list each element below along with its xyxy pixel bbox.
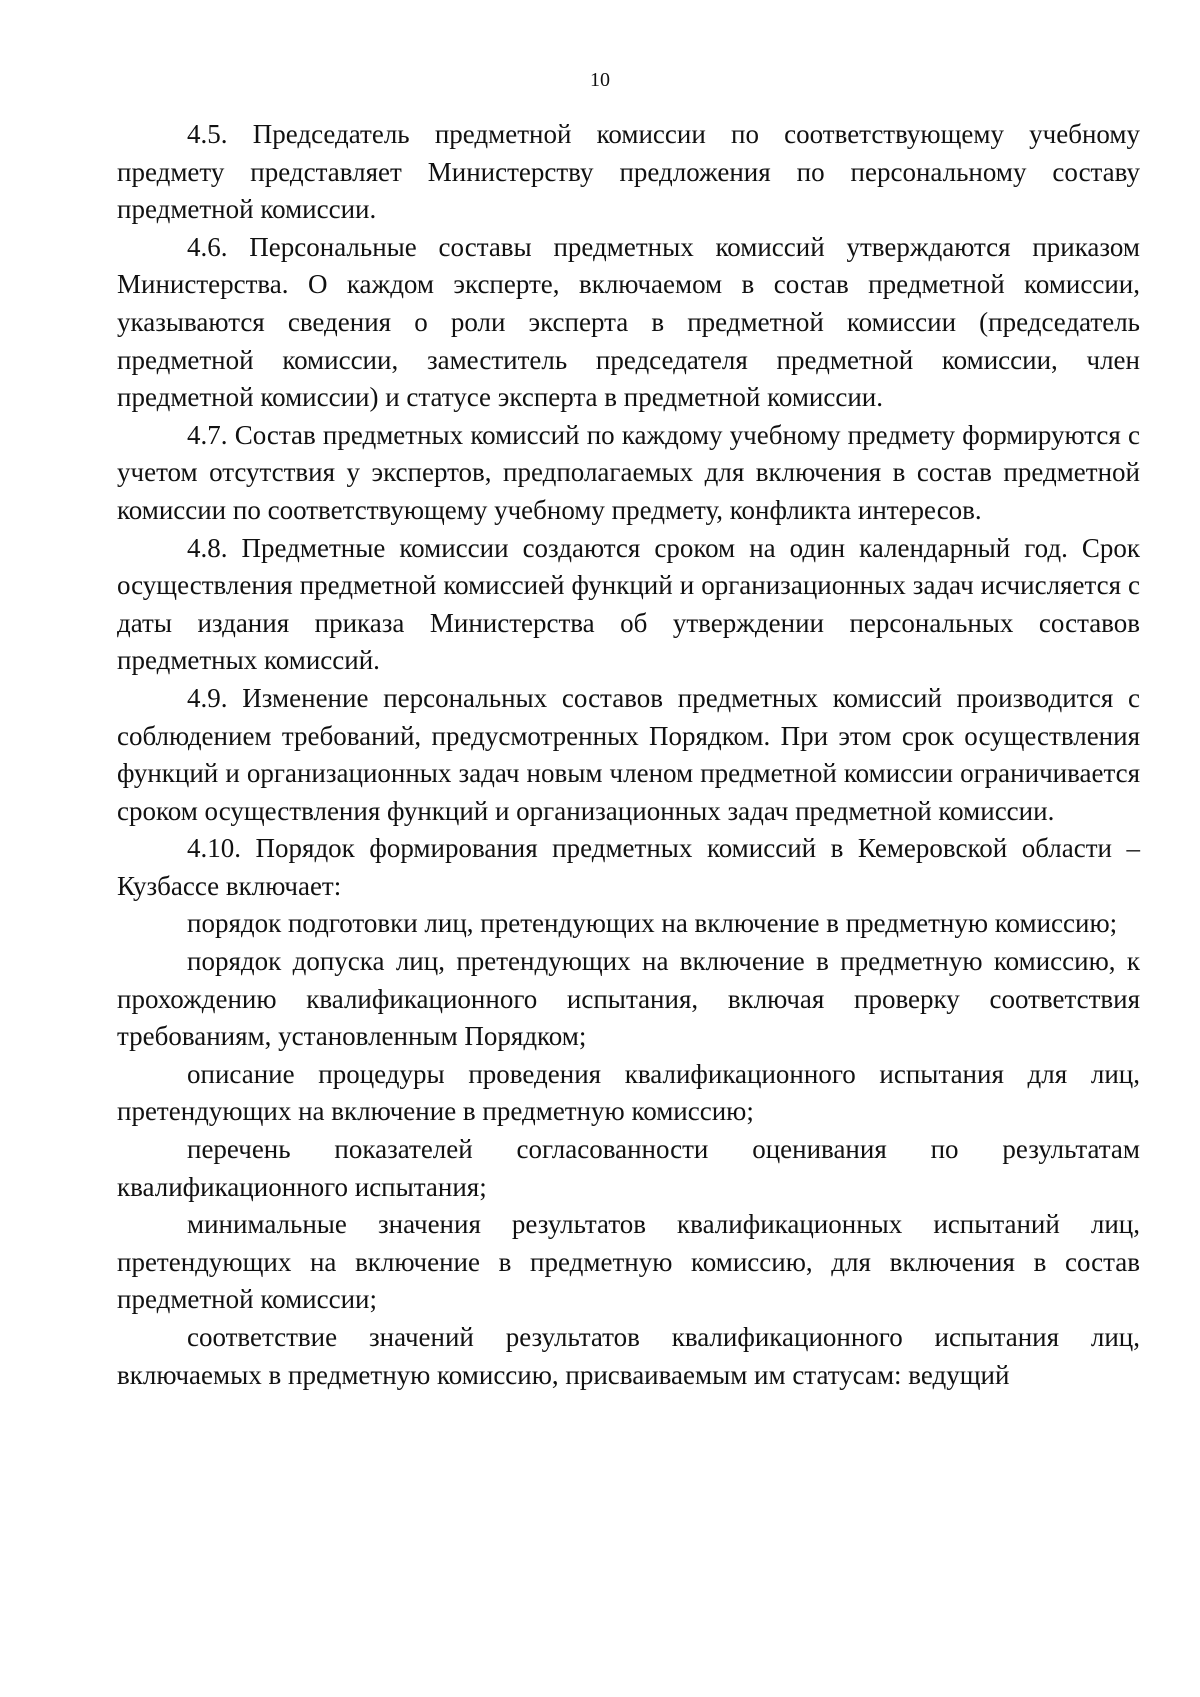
list-item-admission: порядок допуска лиц, претендующих на включение в предметную комиссию, к прохождению квалификационного испытания, включая проверку соответствия требованиям, установленным Порядком; bbox=[117, 946, 1140, 1052]
paragraph-4-8: 4.8. Предметные комиссии создаются сроком на один календарный год. Срок осуществления предметной комиссией функций и организационных задач исчисляется с даты издания приказа Министерства об утверждении персональных составов предметных комиссий. bbox=[117, 532, 1140, 676]
paragraph-4-6: 4.6. Персональные составы предметных комиссий утверждаются приказом Министерства. О каждом эксперте, включаемом в состав предметной комиссии, указываются сведения о роли эксперта в предметной комиссии (председатель предметной комиссии, заместитель председателя предметной комиссии, член предметной комиссии) и статусе эксперта в предметной комиссии. bbox=[117, 231, 1140, 413]
paragraph-4-10: 4.10. Порядок формирования предметных комиссий в Кемеровской области – Кузбассе включает: bbox=[117, 833, 1140, 901]
paragraph-4-9: 4.9. Изменение персональных составов предметных комиссий производится с соблюдением требований, предусмотренных Порядком. При этом срок осуществления функций и организационных задач новым членом предметной комиссии ограничивается сроком осуществления функций и организационных задач предметной комиссии. bbox=[117, 682, 1140, 826]
page-number: 10 bbox=[590, 69, 610, 91]
paragraph-4-5: 4.5. Председатель предметной комиссии по соответствующему учебному предмету представляет Министерству предложения по персональному составу предметной комиссии. bbox=[117, 119, 1140, 225]
list-item-statuses: соответствие значений результатов квалификационного испытания лиц, включаемых в предметную комиссию, присваиваемым им статусам: ведущий bbox=[117, 1322, 1140, 1390]
list-item-procedure: описание процедуры проведения квалификационного испытания для лиц, претендующих на включение в предметную комиссию; bbox=[117, 1058, 1140, 1127]
list-item-indicators: перечень показателей согласованности оценивания по результатам квалификационного испытания; bbox=[117, 1134, 1140, 1202]
paragraph-4-7: 4.7. Состав предметных комиссий по каждому учебному предмету формируются с учетом отсутствия у экспертов, предполагаемых для включения в состав предметной комиссии по соответствующему учебному предмету, конфликта интересов. bbox=[117, 419, 1140, 525]
document-body bbox=[117, 116, 1140, 1394]
list-item-training: порядок подготовки лиц, претендующих на включение в предметную комиссию; bbox=[187, 908, 1118, 939]
list-item-minimum-values: минимальные значения результатов квалификационных испытаний лиц, претендующих на включение в предметную комиссию, для включения в состав предметной комиссии; bbox=[117, 1209, 1140, 1315]
